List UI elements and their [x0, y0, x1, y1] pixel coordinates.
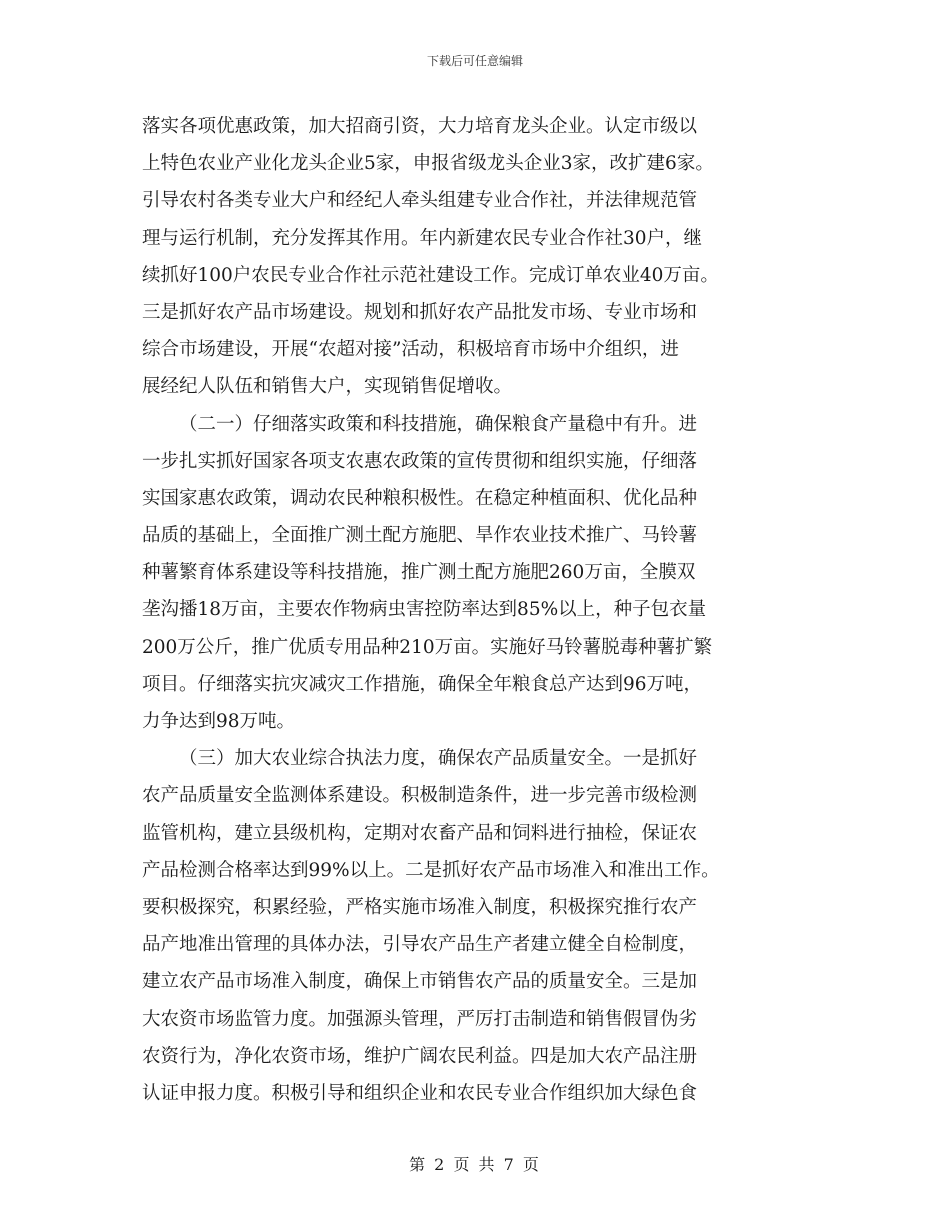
text-line: 建立农产品市场准入制度，确保上市销售农产品的质量安全。三是加 — [142, 971, 698, 993]
text-line: 监管机构，建立县级机构，定期对农畜产品和饲料进行抽检，保证农 — [142, 822, 698, 844]
text-line: 落实各项优惠政策，加大招商引资，大力培育龙头企业。认定市级以 — [142, 116, 698, 137]
text-line: 项目。仔细落实抗灾减灾工作措施，确保全年粮食总产达到96万吨， — [142, 673, 703, 695]
text-line: 认证申报力度。积极引导和组织企业和农民专业合作组织加大绿色食 — [142, 1082, 698, 1104]
text-line: 综合市场建设，开展“农超对接”活动，积极培育市场中介组织，进 — [142, 339, 679, 361]
text-line: 一步扎实抓好国家各项支农惠农政策的宣传贯彻和组织实施，仔细落 — [142, 450, 698, 472]
text-line: 展经纪人队伍和销售大户，实现销售促增收。 — [142, 376, 513, 398]
text-line: 理与运行机制，充分发挥其作用。年内新建农民专业合作社30户，继 — [142, 227, 703, 249]
text-line: 大农资市场监管力度。加强源头管理，严厉打击制造和销售假冒伪劣 — [142, 1008, 698, 1030]
text-line: 上特色农业产业化龙头企业5家，申报省级龙头企业3家，改扩建6家。 — [142, 153, 714, 175]
text-line: 农产品质量安全监测体系建设。积极制造条件，进一步完善市级检测 — [142, 785, 698, 807]
document-body — [142, 108, 810, 1112]
text-line: 农资行为，净化农资市场，维护广阔农民利益。四是加大农产品注册 — [142, 1045, 698, 1067]
text-line: 三是抓好农产品市场建设。规划和抓好农产品批发市场、专业市场和 — [142, 301, 698, 323]
text-line: （三）加大农业综合执法力度，确保农产品质量安全。一是抓好 — [179, 748, 698, 770]
text-line: 力争达到98万吨。 — [142, 711, 296, 732]
text-line: 种薯繁育体系建设等科技措施，推广测土配方施肥260万亩，全膜双 — [142, 562, 696, 584]
text-line: 200万公斤，推广优质专用品种210万亩。实施好马铃薯脱毒种薯扩繁 — [142, 636, 713, 658]
text-line: 引导农村各类专业大户和经纪人牵头组建专业合作社，并法律规范管 — [142, 190, 698, 212]
text-line: 品产地准出管理的具体办法，引导农产品生产者建立健全自检制度， — [142, 934, 698, 956]
text-line: 实国家惠农政策，调动农民种粮积极性。在稳定种植面积、优化品种 — [142, 487, 698, 509]
text-line: 垄沟播18万亩，主要农作物病虫害控防率达到85%以上，种子包衣量 — [142, 599, 707, 621]
text-line: 品质的基础上，全面推广测土配方施肥、旱作农业技术推广、马铃薯 — [142, 525, 698, 547]
page-footer: 第 2 页 共 7 页 — [409, 1155, 541, 1174]
text-line: 续抓好100户农民专业合作社示范社建设工作。完成订单农业40万亩。 — [142, 264, 719, 286]
text-line: 要积极探究，积累经验，严格实施市场准入制度，积极探究推行农产 — [142, 896, 698, 918]
text-line: 产品检测合格率达到99%以上。二是抓好农产品市场准入和准出工作。 — [142, 859, 720, 881]
page-header: 下载后可任意编辑 — [426, 54, 523, 68]
text-line: （二一）仔细落实政策和科技措施，确保粮食产量稳中有升。进 — [179, 413, 698, 435]
